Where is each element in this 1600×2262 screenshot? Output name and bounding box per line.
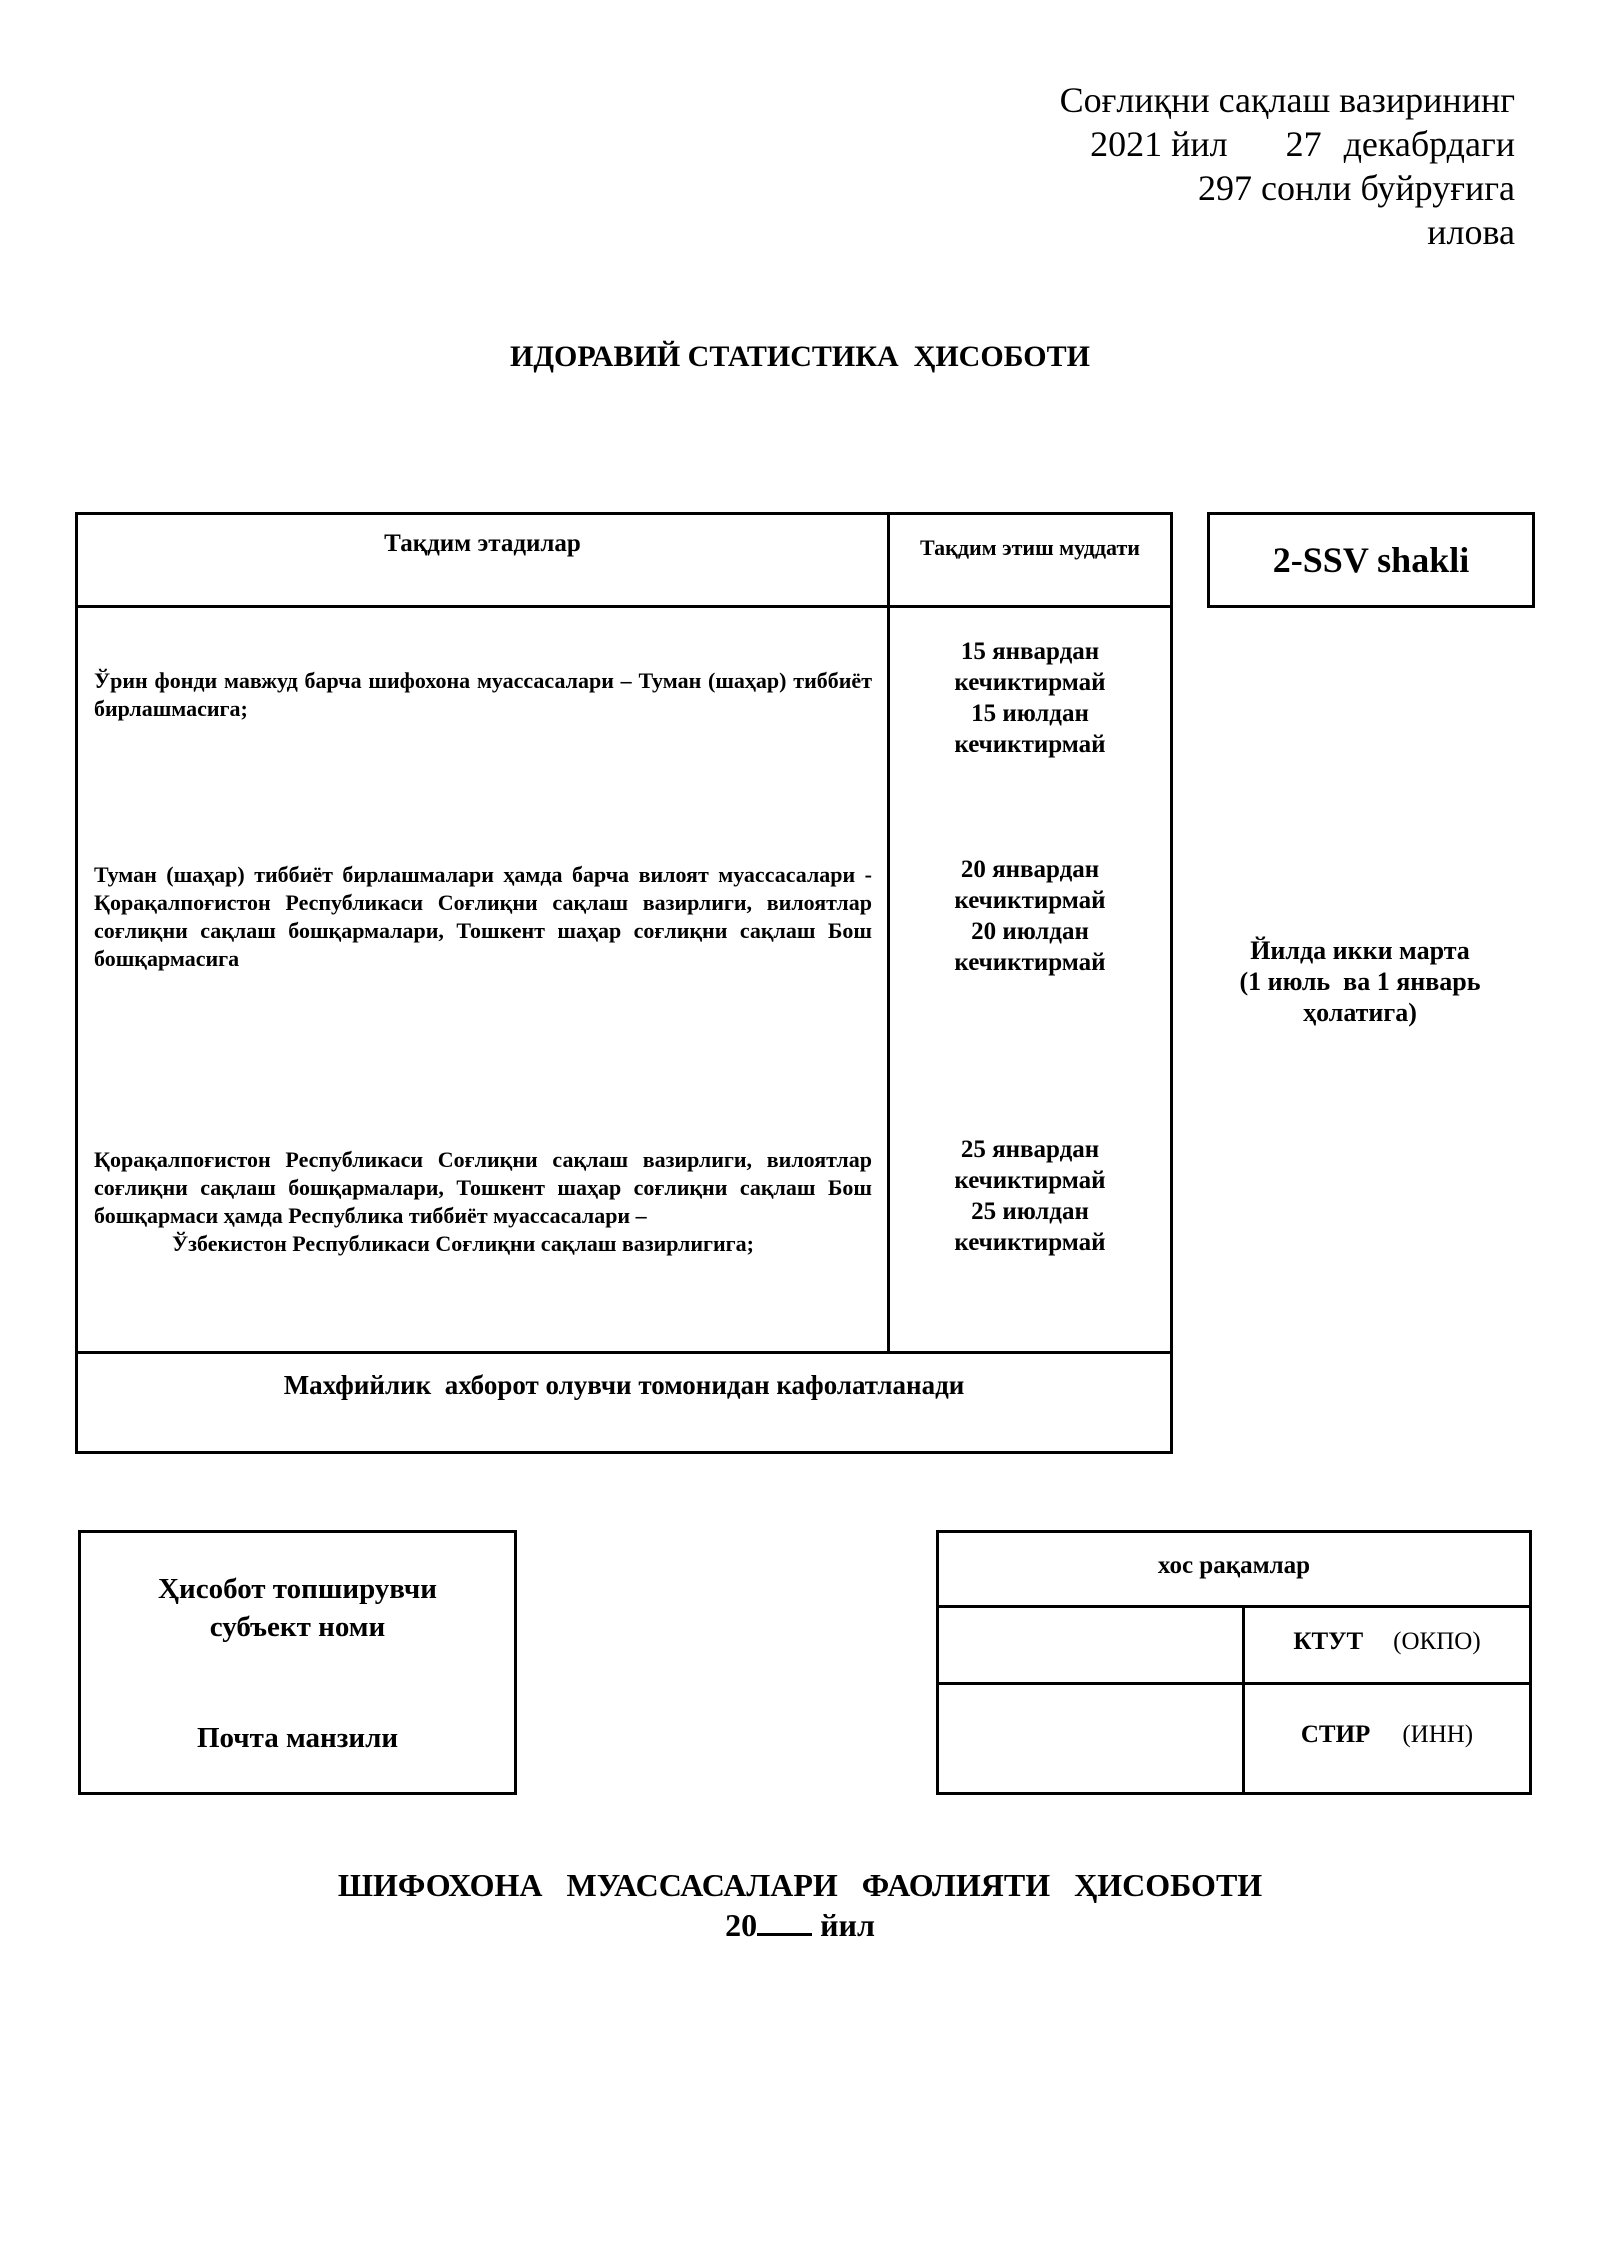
confidentiality-note: Махфийлик ахборот олувчи томонидан кафолатланади [283,1370,965,1400]
order-reference [1060,78,1515,254]
postal-address-label: Почта манзили [196,1722,399,1754]
report-year: 20 йил [725,1907,875,1943]
page-title: ИДОРАВИЙ СТАТИСТИКА ҲИСОБОТИ [510,340,1090,373]
subject-name-label: Ҳисобот топширувчи субъект номи [158,1573,437,1643]
year-blank[interactable] [757,1909,812,1936]
order-year: 2021 йил [1090,124,1228,164]
stir-value-field[interactable] [939,1685,1242,1792]
order-reference-line3: 297 сонли буйруғига [1198,168,1515,208]
order-reference-date [1060,122,1515,166]
order-reference-line4: илова [1427,212,1515,252]
ktut-value-field[interactable] [939,1608,1242,1682]
form-code: 2-SSV shakli [1272,540,1470,580]
col-header-submitters: Тақдим этадилар [384,530,581,557]
subject-value-field[interactable] [520,1530,930,1795]
table-row-1-deadline: 15 январдан кечиктирмай 15 июлдан кечиктирмай [954,638,1106,758]
report-title-text: ШИФОХОНА МУАССАСАЛАРИ ФАОЛИЯТИ ҲИСОБОТИ [337,1867,1263,1903]
report-title [0,1865,1600,1945]
ktut-label: КТУТ (ОКПО) [1293,1628,1481,1655]
order-month: декабрдаги [1343,124,1515,164]
stir-label: СТИР (ИНН) [1300,1721,1474,1748]
table-header-divider [75,605,1173,608]
table-row-1-submitter: Ўрин фонди мавжуд барча шифохона муассасалари – Туман (шаҳар) тиббиёт бирлашмасига; [94,668,872,721]
table-row-3-submitter: Қорақалпоғистон Республикаси Соғлиқни сақлаш вазирлиги, вилоятлар соғлиқни сақлаш бошқармалари, Тошкент шаҳар соғлиқни сақлаш Бош бошқармаси ҳамда Республика тиббиёт муассасалари – Ўзбекистон Республикаси Соғлиқни сақлаш вазирлигига; [94,1147,872,1256]
form-code-box [1207,512,1535,608]
table-footer-divider [75,1351,1173,1354]
col-header-deadline: Тақдим этиш муддати [920,535,1140,560]
order-day: 27 [1285,124,1322,164]
order-reference-line1: Соғлиқни сақлаш вазирининг [1059,80,1515,120]
reporting-frequency: Йилда икки марта (1 июль ва 1 январь ҳолатига) [1239,936,1481,1027]
table-row-2-deadline: 20 январдан кечиктирмай 20 июлдан кечиктирмай [954,856,1106,976]
table-row-3-deadline: 25 январдан кечиктирмай 25 июлдан кечиктирмай [954,1136,1106,1256]
codes-header: хос рақамлар [1157,1552,1311,1579]
table-row-2-submitter: Туман (шаҳар) тиббиёт бирлашмалари ҳамда барча вилоят муассасалари - Қорақалпоғистон Республикаси Соғлиқни сақлаш вазирлиги, вилоятлар соғлиқни сақлаш бошқармалари, Тошкент шаҳар соғлиқни сақлаш Бош бошқармасига [94,862,872,971]
